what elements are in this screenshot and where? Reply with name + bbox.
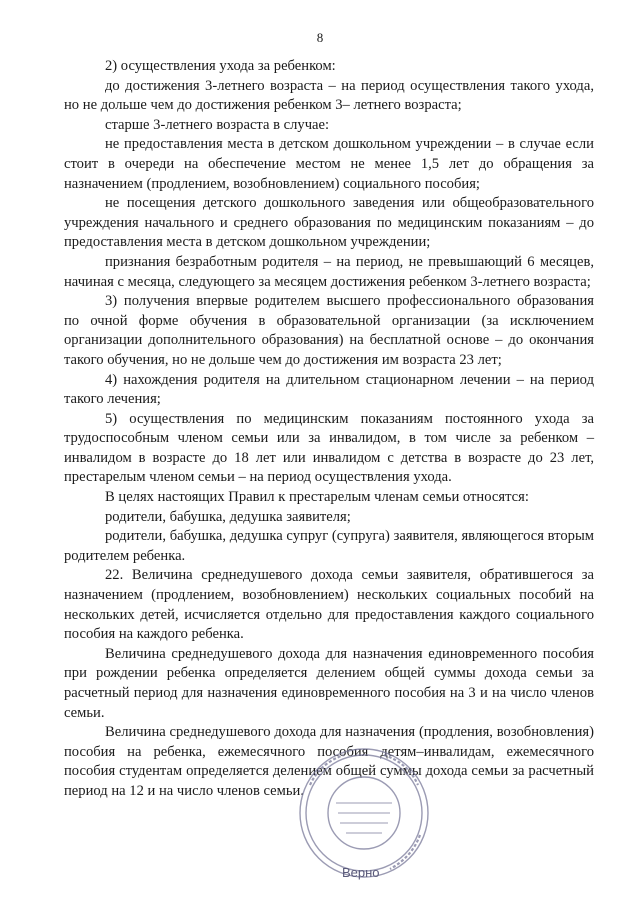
paragraph: Величина среднедушевого дохода для назначения (продления, возобновления) пособия на ребенка, ежемесячного пособия детям–инвалидам, ежемесячного пособия студентам определяется делением общей суммы дохода семьи за расчетный период на 12 и на число членов семьи. xyxy=(64,724,594,799)
paragraph: В целях настоящих Правил к престарелым членам семьи относятся: xyxy=(105,489,529,506)
paragraph: до достижения 3-летнего возраста – на период осуществления такого ухода, но не дольше чем до достижения ребенком 3– летнего возраста; xyxy=(64,77,594,114)
paragraph: не посещения детского дошкольного заведения или общеобразовательного учреждения начального и среднего образования по медицинским показаниям – до предоставления места в детском дошкольном учреждении; xyxy=(64,195,594,251)
paragraph: 4) нахождения родителя на длительном стационарном лечении – на период такого лечения; xyxy=(64,371,594,408)
document-body xyxy=(64,57,594,802)
paragraph: 3) получения впервые родителем высшего профессионального образования по очной форме обучения в образовательной организации (за исключением организации дополнительного образования) на бесплатной основе – до окончания такого обучения, но не дольше чем до достижения им возраста 23 лет; xyxy=(64,293,594,368)
paragraph: Величина среднедушевого дохода для назначения единовременного пособия при рождении ребенка определяется делением общей суммы дохода семьи за расчетный период для назначения единовременного пособия на 3 и на число членов семьи. xyxy=(64,645,594,721)
paragraph: 5) осуществления по медицинским показаниям постоянного ухода за трудоспособным членом семьи или за инвалидом, в том числе за ребенком – инвалидом в возрасте до 18 лет или инвалидом с детства в возрасте до 23 лет, престарелым членом семьи – на период осуществления ухода. xyxy=(64,410,594,486)
paragraph: признания безработным родителя – на период, не превышающий 6 месяцев, начиная с месяца, следующего за месяцем достижения ребенком 3-летнего возраста; xyxy=(64,253,594,290)
paragraph: не предоставления места в детском дошкольном учреждении – в случае если стоит в очереди на обеспечение местом не менее 1,5 лет до обращения за назначением (продлением, возобновлением) социального пособия; xyxy=(64,136,594,192)
paragraph: 22. Величина среднедушевого дохода семьи заявителя, обратившегося за назначением (продлением, возобновлением) нескольких социальных пособий на нескольких детей, исчисляется отдельно для предоставления каждого социального пособия на каждого ребенка. xyxy=(64,567,594,643)
paragraph: 2) осуществления ухода за ребенком: xyxy=(105,58,336,74)
paragraph: родители, бабушка, дедушка заявителя; xyxy=(105,508,351,525)
stamp-label: Верно xyxy=(342,865,380,880)
paragraph: старше 3-летнего возраста в случае: xyxy=(105,116,330,133)
page-number: 8 xyxy=(316,30,324,45)
paragraph: родители, бабушка, дедушка супруг (супруга) заявителя, являющегося вторым родителем ребенка. xyxy=(64,528,594,564)
